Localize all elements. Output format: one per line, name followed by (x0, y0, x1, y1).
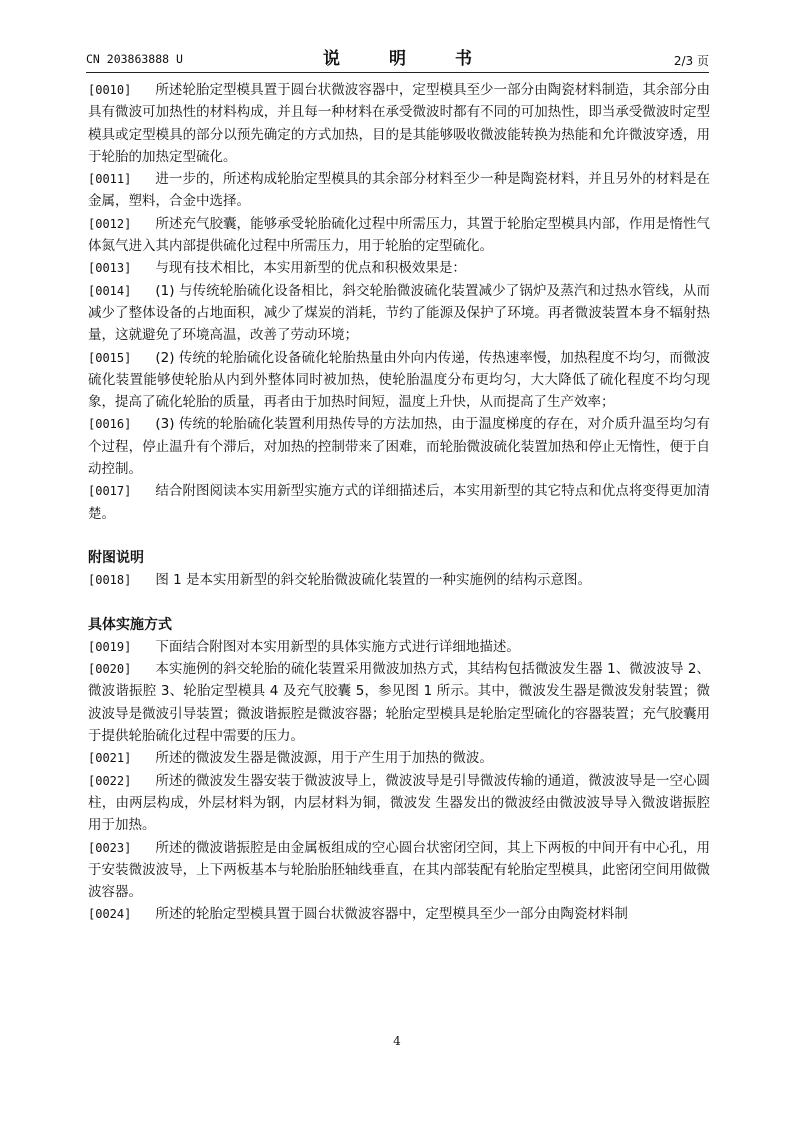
paragraph-0012 (88, 213, 710, 258)
paragraph-0015 (88, 347, 710, 414)
paragraph-0023 (88, 837, 710, 904)
paragraph-0016 (88, 413, 710, 480)
paragraph-0011 (88, 168, 710, 213)
paragraph-number: [0016] (88, 417, 132, 432)
page-indicator: 2/3 页 (673, 54, 709, 68)
paragraph-number: [0010] (88, 83, 132, 97)
paragraph-number: [0011] (88, 172, 132, 187)
paragraph-0019 (88, 636, 710, 658)
paragraph-number: [0018] (88, 573, 132, 588)
paragraph-number: [0013] (88, 261, 132, 276)
paragraph-0013 (88, 257, 710, 279)
paragraph-text: (3) 传统的轮胎硫化装置利用热传导的方法加热，由于温度梯度的存在，对介质升温至均匀有个过程，停止温升有个滞后，对加热的控制带来了困难，而轮胎微波硫化装置加热和停止无惰性，便于自动控制。 (88, 416, 710, 478)
document-body (88, 79, 710, 926)
paragraph-number: [0021] (88, 751, 132, 766)
paragraph-number: [0023] (88, 840, 132, 855)
paragraph-0014 (88, 280, 710, 347)
paragraph-text: 所述的微波发生器是微波源，用于产生用于加热的微波。 (155, 750, 493, 767)
paragraph-text: 所述的轮胎定型模具置于圆台状微波容器中，定型模具至少一部分由陶瓷材料制 (155, 906, 628, 923)
paragraph-text: 进一步的，所述构成轮胎定型模具的其余部分材料至少一种是陶瓷材料，并且另外的材料是在金属，塑料，合金中选择。 (88, 171, 710, 210)
paragraph-text: 所述充气胶囊，能够承受轮胎硫化过程中所需压力，其置于轮胎定型模具内部，作用是惰性气体氮气进入其内部提供硫化过程中所需压力，用于轮胎的定型硫化。 (88, 215, 710, 255)
paragraph-text: (2) 传统的轮胎硫化设备硫化轮胎热量由外向内传递，传热速率慢，加热程度不均匀，而微波硫化装置能够使轮胎从内到外整体同时被加热，使轮胎温度分布更均匀，大大降低了硫化程度不均匀现象，提高了硫化轮胎的质量，再者由于加热时间短，温度上升快，从而提高了生产效率； (88, 349, 710, 411)
paragraph-number: [0015] (88, 350, 132, 365)
document-title: 说 明 书 (323, 49, 488, 69)
paragraph-text: 所述的微波谐振腔是由金属板组成的空心圆台状密闭空间，其上下两板的中间开有中心孔，用于安装微波波导，上下两板基本与轮胎胎胚轴线垂直，在其内部装配有轮胎定型模具，此密闭空间用做微波容器。 (88, 839, 710, 901)
paragraph-0022 (88, 770, 710, 837)
paragraph-text: 结合附图阅读本实用新型实施方式的详细描述后，本实用新型的其它特点和优点将变得更加清楚。 (88, 483, 710, 522)
paragraph-number: [0014] (88, 283, 132, 298)
paragraph-text: (1) 与传统轮胎硫化设备相比，斜交轮胎微波硫化装置减少了锅炉及蒸汽和过热水管线，从而减少了整体设备的占地面积，减少了煤炭的消耗，节约了能源及保护了环境。再者微波装置本身不辐射热量，这就避免了环境高温，改善了劳动环境； (88, 282, 710, 344)
paragraph-text: 本实施例的斜交轮胎的硫化装置采用微波加热方式，其结构包括微波发生器 1、微波波导 2、微波谐振腔 3、轮胎定型模具 4 及充气胶囊 5，参见图 1 所示。其中，微波发生器是微波发射装置；微波波导是微波引导装置；微波谐振腔是微波容器；轮胎定型模具是轮胎定型硫化的容器装置；充气胶囊用于提供轮胎硫化过程中需要的压力。 (88, 661, 710, 745)
paragraph-number: [0012] (88, 216, 132, 231)
patent-number: CN 203863888 U (86, 52, 183, 66)
paragraph-number: [0019] (88, 639, 132, 654)
paragraph-text: 下面结合附图对本实用新型的具体实施方式进行详细地描述。 (155, 638, 520, 655)
paragraph-text: 所述的微波发生器安装于微波波导上，微波波导是引导微波传输的通道，微波波导是一空心圆柱，由两层构成，外层材料为钢，内层材料为铜，微波发 生器发出的微波经由微波波导导入微波谐振腔用于加热。 (88, 772, 710, 834)
paragraph-number: [0022] (88, 773, 132, 788)
paragraph-0017 (88, 480, 710, 525)
paragraph-0021 (88, 747, 710, 769)
paragraph-number: [0024] (88, 907, 132, 922)
paragraph-0018 (88, 569, 710, 591)
paragraph-0010 (88, 79, 710, 168)
section-gap (88, 592, 710, 614)
header-divider (86, 72, 709, 73)
section-heading-figures: 附图说明 (88, 549, 144, 566)
paragraph-0024 (88, 903, 710, 925)
paragraph-number: [0017] (88, 484, 132, 499)
section-gap (88, 525, 710, 547)
paragraph-text: 与现有技术相比，本实用新型的优点和积极效果是： (155, 260, 466, 277)
section-heading-embodiment: 具体实施方式 (88, 616, 172, 633)
page-number: 4 (393, 1034, 401, 1048)
paragraph-text: 所述轮胎定型模具置于圆台状微波容器中，定型模具至少一部分由陶瓷材料制造，其余部分由具有微波可加热性的材料构成，并且每一种材料在承受微波时都有不同的可加热性，即当承受微波时定型模具或定型模具的部分以预先确定的方式加热，目的是其能够吸收微波能转换为热能和允许微波穿透，用于轮胎的加热定型硫化。 (88, 82, 710, 165)
paragraph-text: 图 1 是本实用新型的斜交轮胎微波硫化装置的一种实施例的结构示意图。 (155, 572, 592, 589)
paragraph-0020 (88, 658, 710, 747)
paragraph-number: [0020] (88, 662, 132, 677)
page-header (86, 44, 709, 70)
